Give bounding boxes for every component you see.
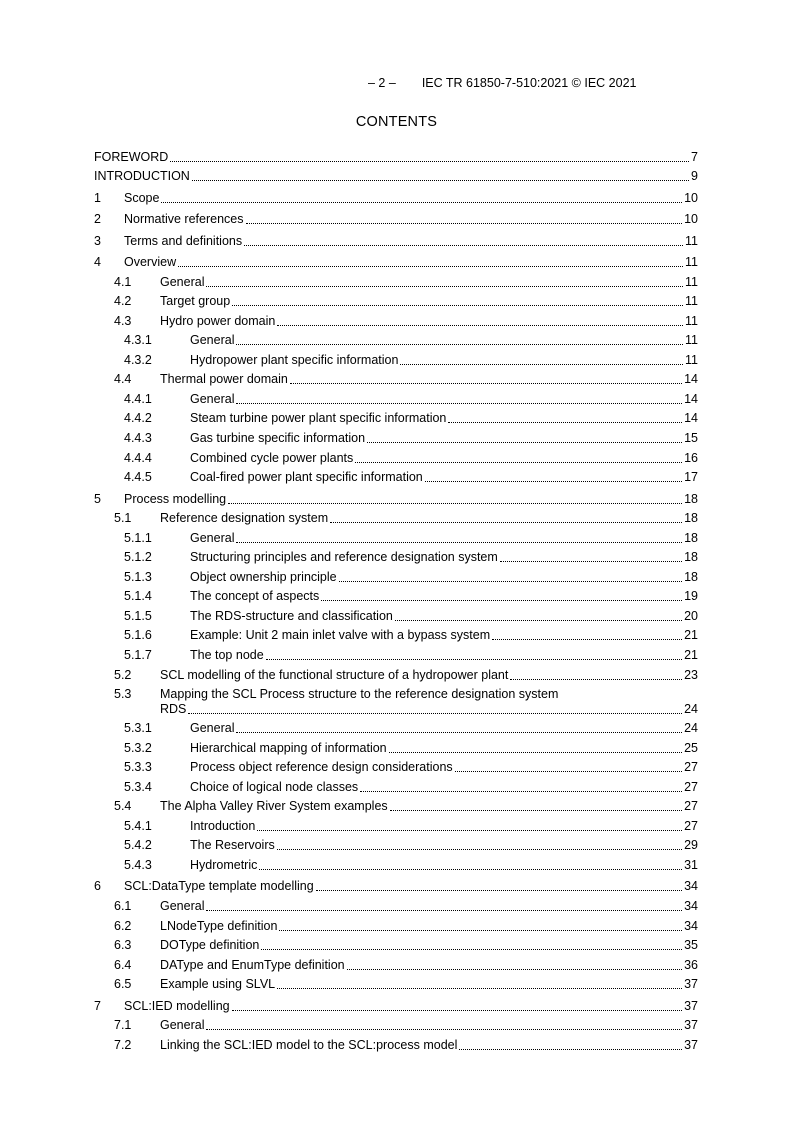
toc-entry-title: General (160, 274, 205, 289)
toc-entry[interactable] (94, 407, 698, 427)
toc-entry-number: 5.4 (114, 799, 132, 814)
toc-entry-number: 4.1 (114, 274, 132, 289)
toc-entry-page: 19 (684, 589, 698, 604)
dot-leader (257, 830, 682, 831)
toc-entry-title: General (190, 391, 235, 406)
dot-leader (492, 639, 682, 640)
toc-entry-page: 27 (684, 760, 698, 775)
toc-entry-page: 18 (684, 491, 698, 506)
dot-leader (228, 503, 682, 504)
dot-leader (400, 364, 683, 365)
toc-entry-title: Choice of logical node classes (190, 779, 359, 794)
toc-entry-page: 18 (684, 511, 698, 526)
toc-entry-title: SCL:DataType template modelling (124, 879, 314, 894)
toc-entry-continuation (94, 702, 698, 717)
dot-leader (236, 542, 682, 543)
toc-entry-title: Overview (124, 255, 177, 270)
toc-entry[interactable] (94, 643, 698, 663)
toc-entry-page: 27 (684, 799, 698, 814)
toc-entry-number: 5.1.3 (124, 569, 152, 584)
toc-entry-number: 5 (94, 491, 101, 506)
page-title: CONTENTS (355, 114, 438, 130)
dot-leader (244, 245, 683, 246)
toc-entry-title: Steam turbine power plant specific information (190, 411, 447, 426)
toc-entry-number: 5.4.1 (124, 818, 152, 833)
toc-entry[interactable] (94, 426, 698, 446)
toc-entry-title: The RDS-structure and classification (190, 608, 393, 623)
toc-entry-page: 14 (684, 411, 698, 426)
toc-entry[interactable] (94, 546, 698, 566)
dot-leader (389, 752, 682, 753)
dot-leader (330, 522, 682, 523)
toc-entry-title: The Alpha Valley River System examples (160, 799, 388, 814)
toc-entry-page: 14 (684, 391, 698, 406)
dot-leader (178, 266, 683, 267)
dot-leader (206, 1029, 682, 1030)
dot-leader (259, 869, 682, 870)
toc-entry[interactable] (94, 914, 698, 934)
toc-entry[interactable] (94, 834, 698, 854)
toc-entry-page: 15 (684, 431, 698, 446)
toc-entry-title: The top node (190, 647, 264, 662)
toc-entry-number: 5.1.2 (124, 550, 152, 565)
toc-entry[interactable] (94, 290, 698, 310)
toc-entry-number: 5.3 (114, 686, 132, 701)
toc-entry-page: 24 (684, 701, 698, 716)
dot-leader (261, 949, 682, 950)
toc-entry-title: Introduction (190, 818, 256, 833)
dot-leader (206, 286, 683, 287)
toc-entry-title: General (160, 1018, 205, 1033)
toc-entry[interactable] (94, 184, 698, 206)
toc-entry[interactable] (94, 604, 698, 624)
toc-entry-page: 16 (684, 450, 698, 465)
toc-entry[interactable] (94, 466, 698, 486)
toc-entry-page: 37 (684, 1018, 698, 1033)
toc-entry[interactable] (94, 485, 698, 507)
toc-entry-title: Mapping the SCL Process structure to the reference designation system (160, 686, 559, 701)
toc-entry-page: 11 (685, 313, 698, 328)
toc-entry-page: 20 (684, 608, 698, 623)
toc-entry[interactable] (94, 309, 698, 329)
toc-entry-title: Example: Unit 2 main inlet valve with a bypass system (190, 628, 491, 643)
toc-entry-page: 34 (684, 918, 698, 933)
toc-entry-title: Object ownership principle (190, 569, 337, 584)
toc-entry-page: 10 (684, 212, 698, 227)
toc-entry-page: 18 (684, 530, 698, 545)
toc-entry-number: 6.1 (114, 898, 132, 913)
toc-entry[interactable] (94, 565, 698, 585)
toc-entry[interactable] (94, 585, 698, 605)
toc-entry[interactable] (94, 624, 698, 644)
toc-entry[interactable] (94, 873, 698, 895)
dot-leader (355, 462, 682, 463)
dot-leader (510, 679, 682, 680)
toc-entry[interactable] (94, 348, 698, 368)
toc-entry-number: 5.4.2 (124, 838, 152, 853)
dot-leader (232, 305, 683, 306)
toc-entry-title: INTRODUCTION (94, 169, 190, 184)
toc-entry-number: 5.3.4 (124, 779, 152, 794)
dot-leader (395, 620, 682, 621)
toc-entry-page: 27 (684, 818, 698, 833)
toc-entry-title: Gas turbine specific information (190, 431, 366, 446)
toc-entry-title: Hierarchical mapping of information (190, 740, 387, 755)
dot-leader (390, 810, 682, 811)
dot-leader (448, 422, 682, 423)
toc-entry-title: General (160, 898, 205, 913)
toc-entry-number: 6.3 (114, 938, 132, 953)
toc-entry-number: 7 (94, 998, 101, 1013)
toc-entry-number: 4.4 (114, 372, 132, 387)
dot-leader (246, 223, 683, 224)
toc-entry[interactable] (94, 663, 698, 683)
toc-entry-page: 34 (684, 879, 698, 894)
toc-entry-number: 5.2 (114, 667, 132, 682)
toc-entry-number: 1 (94, 190, 101, 205)
toc-entry-page: 37 (684, 998, 698, 1013)
toc-entry-title: Coal-fired power plant specific information (190, 470, 423, 485)
toc-entry-number: 4.3 (114, 313, 132, 328)
toc-entry-title: The concept of aspects (190, 589, 320, 604)
table-of-contents (94, 145, 698, 1053)
toc-entry-number: 5.3.2 (124, 740, 152, 755)
toc-entry-page: 31 (684, 857, 698, 872)
toc-entry-title: Hydro power domain (160, 313, 276, 328)
dot-leader (425, 481, 682, 482)
toc-entry-title: The Reservoirs (190, 838, 275, 853)
toc-entry[interactable] (94, 145, 698, 165)
toc-entry-page: 11 (685, 233, 698, 248)
toc-entry-page: 27 (684, 779, 698, 794)
toc-entry[interactable] (94, 853, 698, 873)
toc-entry-title: Structuring principles and reference designation system (190, 550, 498, 565)
dot-leader (161, 202, 682, 203)
toc-entry-title: Target group (160, 294, 231, 309)
dot-leader (277, 988, 682, 989)
page-number: – 2 – (368, 76, 396, 90)
toc-entry[interactable] (94, 934, 698, 954)
toc-entry[interactable] (94, 206, 698, 228)
toc-entry-number: 4.3.2 (124, 352, 152, 367)
dot-leader (455, 771, 682, 772)
toc-entry-number: 4.3.1 (124, 333, 152, 348)
toc-entry-page: 34 (684, 898, 698, 913)
toc-entry-page: 11 (685, 333, 698, 348)
toc-entry[interactable] (94, 387, 698, 407)
toc-entry-number: 5.4.3 (124, 857, 152, 872)
dot-leader (339, 581, 682, 582)
toc-entry-number: 5.1 (114, 511, 132, 526)
toc-entry-number: 6.5 (114, 977, 132, 992)
toc-entry-number: 5.1.7 (124, 647, 152, 662)
toc-entry-number: 4.4.5 (124, 470, 152, 485)
dot-leader (236, 732, 682, 733)
toc-entry-page: 21 (684, 628, 698, 643)
toc-entry-title: Reference designation system (160, 511, 329, 526)
toc-entry-number: 4.4.3 (124, 431, 152, 446)
toc-entry-page: 11 (685, 274, 698, 289)
toc-entry[interactable] (94, 756, 698, 776)
dot-leader (277, 325, 683, 326)
toc-entry-title: General (190, 530, 235, 545)
toc-entry-number: 5.1.6 (124, 628, 152, 643)
toc-entry-page: 23 (684, 667, 698, 682)
toc-entry-page: 7 (691, 149, 698, 164)
toc-entry-page: 18 (684, 550, 698, 565)
dot-leader (188, 713, 682, 714)
toc-entry-title: SCL:IED modelling (124, 998, 230, 1013)
toc-entry-title: Hydrometric (190, 857, 258, 872)
toc-entry-page: 11 (685, 255, 698, 270)
document-reference: IEC TR 61850-7-510:2021 © IEC 2021 (421, 76, 637, 90)
toc-entry-title: Scope (124, 190, 160, 205)
dot-leader (236, 344, 683, 345)
dot-leader (206, 910, 682, 911)
toc-entry-title: General (190, 333, 235, 348)
toc-entry[interactable] (94, 329, 698, 349)
dot-leader (367, 442, 682, 443)
toc-entry[interactable] (94, 1014, 698, 1034)
dot-leader (360, 791, 682, 792)
toc-entry-page: 11 (685, 294, 698, 309)
toc-entry-title: Process object reference design considerations (190, 760, 453, 775)
toc-entry-number: 4.4.2 (124, 411, 152, 426)
toc-entry-number: 5.1.1 (124, 530, 152, 545)
toc-entry[interactable] (94, 270, 698, 290)
toc-entry-title: FOREWORD (94, 149, 169, 164)
toc-entry-number: 5.1.5 (124, 608, 152, 623)
toc-entry-title: Hydropower plant specific information (190, 352, 399, 367)
toc-entry-number: 3 (94, 233, 101, 248)
toc-entry-page: 37 (684, 1037, 698, 1052)
toc-entry[interactable] (94, 526, 698, 546)
toc-entry-number: 4 (94, 255, 101, 270)
toc-entry-title: SCL modelling of the functional structure of a hydropower plant (160, 667, 509, 682)
dot-leader (316, 890, 682, 891)
toc-entry-number: 5.3.3 (124, 760, 152, 775)
toc-entry-page: 37 (684, 977, 698, 992)
toc-entry-page: 29 (684, 838, 698, 853)
dot-leader (277, 849, 682, 850)
dot-leader (279, 930, 682, 931)
toc-entry-title: DOType definition (160, 938, 260, 953)
toc-entry[interactable] (94, 973, 698, 993)
toc-entry[interactable] (94, 736, 698, 756)
toc-entry[interactable] (94, 775, 698, 795)
toc-entry[interactable] (94, 992, 698, 1014)
dot-leader (321, 600, 682, 601)
toc-entry[interactable] (94, 165, 698, 185)
toc-entry[interactable] (94, 249, 698, 271)
toc-entry-title-continued: RDS (160, 701, 187, 716)
toc-entry[interactable] (94, 368, 698, 388)
toc-entry-title: Terms and definitions (124, 233, 243, 248)
toc-entry-title: Combined cycle power plants (190, 450, 354, 465)
toc-entry-title: Thermal power domain (160, 372, 288, 387)
toc-entry[interactable] (94, 814, 698, 834)
toc-entry[interactable] (94, 446, 698, 466)
toc-entry-page: 35 (684, 938, 698, 953)
dot-leader (170, 161, 689, 162)
toc-entry-page: 24 (684, 721, 698, 736)
dot-leader (500, 561, 682, 562)
toc-entry-title: LNodeType definition (160, 918, 278, 933)
dot-leader (192, 180, 689, 181)
dot-leader (347, 969, 682, 970)
toc-entry-title: General (190, 721, 235, 736)
toc-entry-page: 9 (691, 169, 698, 184)
toc-entry-page: 36 (684, 957, 698, 972)
toc-entry-page: 17 (684, 470, 698, 485)
dot-leader (236, 403, 682, 404)
toc-entry-page: 10 (684, 190, 698, 205)
toc-entry[interactable] (94, 1033, 698, 1053)
toc-entry-number: 4.4.4 (124, 450, 152, 465)
toc-entry[interactable] (94, 507, 698, 527)
toc-entry[interactable] (94, 953, 698, 973)
toc-entry-page: 18 (684, 569, 698, 584)
toc-entry-number: 7.2 (114, 1037, 132, 1052)
toc-entry-title: Normative references (124, 212, 244, 227)
toc-entry-number: 5.3.1 (124, 721, 152, 736)
toc-entry-title: Example using SLVL (160, 977, 276, 992)
toc-entry[interactable] (94, 683, 698, 717)
toc-entry-title: DAType and EnumType definition (160, 957, 345, 972)
toc-entry-number: 4.4.1 (124, 391, 152, 406)
toc-entry[interactable] (94, 795, 698, 815)
dot-leader (459, 1049, 682, 1050)
toc-entry-number: 6.4 (114, 957, 132, 972)
toc-entry-title: Process modelling (124, 491, 227, 506)
toc-entry-number: 4.2 (114, 294, 132, 309)
toc-entry-number: 2 (94, 212, 101, 227)
dot-leader (290, 383, 682, 384)
toc-entry-page: 21 (684, 647, 698, 662)
toc-entry-page: 25 (684, 740, 698, 755)
toc-entry-page: 14 (684, 372, 698, 387)
toc-entry-title: Linking the SCL:IED model to the SCL:process model (160, 1037, 458, 1052)
toc-entry-number: 6 (94, 879, 101, 894)
toc-entry-number: 7.1 (114, 1018, 132, 1033)
toc-entry-page: 11 (685, 352, 698, 367)
toc-entry[interactable] (94, 227, 698, 249)
toc-entry[interactable] (94, 717, 698, 737)
running-header (368, 76, 636, 90)
toc-entry-number: 5.1.4 (124, 589, 152, 604)
toc-entry-number: 6.2 (114, 918, 132, 933)
dot-leader (232, 1010, 682, 1011)
dot-leader (266, 659, 682, 660)
toc-entry[interactable] (94, 894, 698, 914)
